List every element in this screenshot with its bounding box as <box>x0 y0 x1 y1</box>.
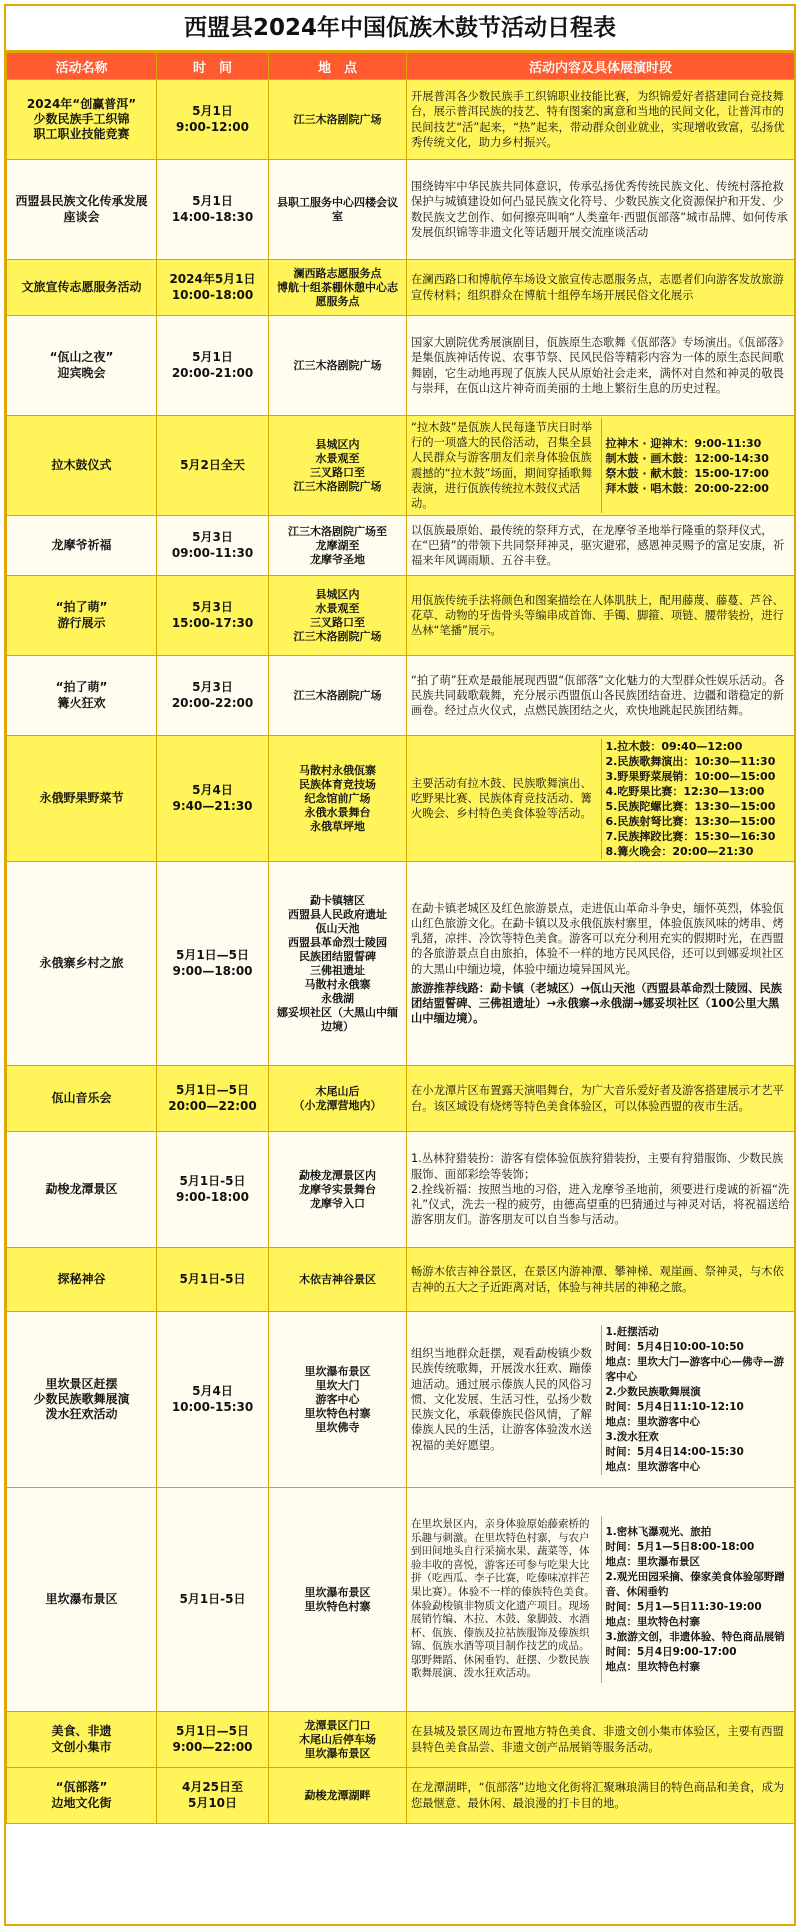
table-row <box>7 160 795 260</box>
activity-desc: 在小龙潭片区布置露天演唱舞台，为广大音乐爱好者及游客搭建展示才艺平台。该区域设有烧烤等特色美食体验区，可以体验西盟的夜市生活。 <box>407 1066 795 1132</box>
activity-name: 美食、非遗 文创小集市 <box>7 1712 157 1768</box>
desc-text: 组织当地群众赶摆，观看勐梭镇少数民族传统歌舞，开展泼水狂欢、蹦傣迪活动。通过展示傣族人民的风俗习惯、文化发展、生活习性，弘扬少数民族文化，承载傣族民俗风情，了解傣族人民的生活，让游客体验泼水送祝福的美好愿望。 <box>411 1347 592 1452</box>
time-slot: 地点：里坎特色村寨 <box>605 1615 700 1628</box>
activity-desc: 开展普洱各少数民族手工织锦职业技能比赛，为织锦爱好者搭建同台竞技舞台，展示普洱民族的技艺、特有图案的寓意和当地的民间文化，让普洱市的民间技艺“活”起来，“热”起来，带动群众创业就业，实现增收致富，弘扬优秀传统文化，助力乡村振兴。 <box>407 80 795 160</box>
activity-desc: 1.丛林狩猎装扮：游客有偿体验佤族狩猎装扮，主要有狩猎服饰、少数民族服饰、面部彩绘等装饰； 2.拴线祈福：按照当地的习俗，进入龙摩爷圣地前，须要进行虔诚的祈福“洗礼”仪式，洗去一程的疲劳，由德高望重的巴猜通过与神灵对话，将祝福送给游客朋友们。游客朋友可以自当参与活动。 <box>407 1132 795 1248</box>
time-slot: 地点：里坎大门—游客中心—佛寺—游客中心 <box>605 1355 784 1383</box>
activity-name: 佤山音乐会 <box>7 1066 157 1132</box>
activity-time: 2024年5月1日 10:00-18:00 <box>157 260 269 316</box>
desc-text: 在勐卡镇老城区及红色旅游景点，走进佤山革命斗争史，缅怀英烈，体验佤山红色旅游文化。在勐卡镇以及永俄佤族村寨里，体验佤族风味的烤串、烤乳猪，凉拌、冷饮等特色美食。游客可以充分利用充实的假期时光，在西盟的各旅游景点自由旅拍，体验不一样的地方民风民俗，还可以到娜妥坝社区的大黑山中缅边境，体验中缅边境异国风光。 <box>411 901 784 976</box>
activity-name: 拉木鼓仪式 <box>7 416 157 516</box>
activity-place: 勐卡镇辖区 西盟县人民政府遗址 佤山天池 西盟县革命烈士陵园 民族团结盟誓碑 三佛祖遗址 马散村永俄寨 永俄湖 娜妥坝社区（大黑山中缅边境） <box>269 862 407 1066</box>
activity-desc: “拍了萌”狂欢是最能展现西盟“佤部落”文化魅力的大型群众性娱乐活动。各民族共同载歌载舞，充分展示西盟佤山各民族团结奋进、边疆和谐稳定的新画卷。经过点火仪式，点燃民族团结之火，欢快地跳起民族团结舞。 <box>407 656 795 736</box>
time-slots <box>601 418 795 513</box>
time-slot: 拉神木 · 迎神木：9:00-11:30 <box>605 436 762 450</box>
activity-desc: 用佤族传统手法将颜色和图案描绘在人体肌肤上，配用藤蔑、藤蔓、芦谷、花草、动物的牙齿骨头等编串成首饰、手镯、脚箍、项链、腰带装扮，进行丛林“笔播”展示。 <box>407 576 795 656</box>
activity-place: 县城区内 水景观至 三叉路口至 江三木洛剧院广场 <box>269 576 407 656</box>
schedule-frame <box>4 4 796 1926</box>
schedule-table <box>6 52 795 1824</box>
col-header-time: 时 间 <box>157 53 269 80</box>
activity-time: 5月1日-5日 <box>157 1248 269 1312</box>
table-row <box>7 1768 795 1824</box>
time-slots <box>601 1325 795 1475</box>
time-slot: 时间：5月1—5日11:30-19:00 <box>605 1600 762 1613</box>
activity-time: 5月4日 9:40—21:30 <box>157 736 269 862</box>
table-row <box>7 656 795 736</box>
time-slot: 地点：里坎瀑布景区 <box>605 1555 700 1568</box>
activity-desc <box>407 416 795 516</box>
time-slots <box>601 1516 795 1683</box>
activity-time: 5月1日-5日 9:00-18:00 <box>157 1132 269 1248</box>
time-slot: 制木鼓 · 画木鼓：12:00-14:30 <box>605 451 769 465</box>
activity-name: 永俄寨乡村之旅 <box>7 862 157 1066</box>
table-row <box>7 516 795 576</box>
activity-place: 县职工服务中心四楼会议室 <box>269 160 407 260</box>
table-row <box>7 1312 795 1488</box>
activity-name: 2024年“创赢普洱” 少数民族手工织锦 职工职业技能竞赛 <box>7 80 157 160</box>
time-slot: 4.吃野果比赛：12:30—13:00 <box>605 784 765 798</box>
activity-place: 木依吉神谷景区 <box>269 1248 407 1312</box>
time-slot: 地点：里坎游客中心 <box>605 1415 700 1428</box>
activity-name: 里坎景区赶摆 少数民族歌舞展演 泼水狂欢活动 <box>7 1312 157 1488</box>
activity-desc <box>407 736 795 862</box>
activity-place: 勐梭龙潭湖畔 <box>269 1768 407 1824</box>
desc-text: “拉木鼓”是佤族人民每逢节庆日时举行的一项盛大的民俗活动，召集全县人民群众与游客朋友们亲身体验佤族震撼的“拉木鼓”场面，期间穿插歌舞表演，进行佤族传统拉木鼓仪式活动。 <box>411 420 593 510</box>
activity-place: 江三木洛剧院广场 <box>269 656 407 736</box>
activity-time: 5月1日 20:00-21:00 <box>157 316 269 416</box>
activity-time: 5月1日—5日 20:00—22:00 <box>157 1066 269 1132</box>
time-slot: 1.赶摆活动 <box>605 1325 659 1338</box>
time-slot: 7.民族摔跤比赛：15:30—16:30 <box>605 829 776 843</box>
activity-place: 江三木洛剧院广场 <box>269 80 407 160</box>
activity-time: 5月1日—5日 9:00—22:00 <box>157 1712 269 1768</box>
activity-time: 5月3日 20:00-22:00 <box>157 656 269 736</box>
time-slot: 拜木鼓 · 唱木鼓：20:00-22:00 <box>605 481 769 495</box>
table-row <box>7 862 795 1066</box>
activity-place: 里坎瀑布景区 里坎特色村寨 <box>269 1488 407 1712</box>
time-slot: 祭木鼓 · 献木鼓：15:00-17:00 <box>605 466 769 480</box>
activity-time: 4月25日至 5月10日 <box>157 1768 269 1824</box>
table-row <box>7 260 795 316</box>
time-slot: 6.民族射弩比赛：13:30—15:00 <box>605 814 776 828</box>
activity-name: “拍了萌” 篝火狂欢 <box>7 656 157 736</box>
activity-desc: 以佤族最原始、最传统的祭拜方式，在龙摩爷圣地举行隆重的祭拜仪式，在“巴猜”的带领下共同祭拜神灵，驱灾避邪，感恩神灵赐予的富足安康，祈福来年风调雨顺、五谷丰登。 <box>407 516 795 576</box>
table-row <box>7 1488 795 1712</box>
col-header-desc: 活动内容及具体展演时段 <box>407 53 795 80</box>
activity-name: 勐梭龙潭景区 <box>7 1132 157 1248</box>
col-header-place: 地 点 <box>269 53 407 80</box>
time-slot: 时间：5月1—5日8:00-18:00 <box>605 1540 755 1553</box>
desc-text: 主要活动有拉木鼓、民族歌舞演出、吃野果比赛、民族体育竞技活动、篝火晚会、乡村特色美食体验等活动。 <box>411 776 592 821</box>
activity-place: 江三木洛剧院广场至 龙摩湖至 龙摩爷圣地 <box>269 516 407 576</box>
activity-place: 澜西路志愿服务点 博航十组茶棚休憩中心志愿服务点 <box>269 260 407 316</box>
time-slot: 地点：里坎游客中心 <box>605 1460 700 1473</box>
route-text: 旅游推荐线路：勐卡镇（老城区）→佤山天池（西盟县革命烈士陵园、民族团结盟誓碑、三佛祖遗址）→永俄寨→永俄湖→娜妥坝社区（100公里大黑山中缅边境）。 <box>411 981 782 1026</box>
time-slot: 时间：5月4日14:00-15:30 <box>605 1445 744 1458</box>
time-slot: 2.民族歌舞演出：10:30—11:30 <box>605 754 776 768</box>
time-slot: 2.少数民族歌舞展演 <box>605 1385 701 1398</box>
time-slots <box>601 739 795 859</box>
activity-time: 5月1日—5日 9:00—18:00 <box>157 862 269 1066</box>
activity-desc <box>407 1488 795 1712</box>
table-row <box>7 1132 795 1248</box>
time-slot: 1.拉木鼓：09:40—12:00 <box>605 739 743 753</box>
activity-time: 5月1日 9:00-12:00 <box>157 80 269 160</box>
activity-time: 5月1日 14:00-18:30 <box>157 160 269 260</box>
table-row <box>7 1066 795 1132</box>
activity-time: 5月2日全天 <box>157 416 269 516</box>
activity-place: 勐梭龙潭景区内 龙摩爷实景舞台 龙摩爷入口 <box>269 1132 407 1248</box>
page-title: 西盟县2024年中国佤族木鼓节活动日程表 <box>6 6 794 52</box>
activity-name: 永俄野果野菜节 <box>7 736 157 862</box>
activity-desc: 围绕铸牢中华民族共同体意识，传承弘扬优秀传统民族文化、传统村落抢救保护与城镇建设如何凸显民族文化符号、少数民族文化资源保护和开发、少数民族文艺创作、如何擦亮叫响“人类童年·西盟佤部落”城市品牌、如何传承发展佤织锦等非遗文化等话题开展交流座谈活动 <box>407 160 795 260</box>
activity-time: 5月1日-5日 <box>157 1488 269 1712</box>
time-slot: 2.观光田园采摘、傣家美食体验邬野蹭音、休闲垂钓 <box>605 1570 785 1598</box>
activity-name: 西盟县民族文化传承发展座谈会 <box>7 160 157 260</box>
activity-place: 县城区内 水景观至 三叉路口至 江三木洛剧院广场 <box>269 416 407 516</box>
time-slot: 3.旅游文创，非遗体验、特色商品展销 <box>605 1630 785 1643</box>
time-slot: 地点：里坎特色村寨 <box>605 1660 700 1673</box>
table-row <box>7 416 795 516</box>
activity-name: 龙摩爷祈福 <box>7 516 157 576</box>
time-slot: 3.泼水狂欢 <box>605 1430 659 1443</box>
activity-name: 探秘神谷 <box>7 1248 157 1312</box>
time-slot: 8.篝火晚会：20:00—21:30 <box>605 844 754 858</box>
activity-desc <box>407 1312 795 1488</box>
activity-desc: 在龙潭湖畔，“佤部落”边地文化街将汇聚琳琅满目的特色商品和美食，成为您最惬意、最休闲、最浪漫的打卡目的地。 <box>407 1768 795 1824</box>
time-slot: 3.野果野菜展销：10:00—15:00 <box>605 769 776 783</box>
table-row <box>7 1248 795 1312</box>
activity-name: “拍了萌” 游行展示 <box>7 576 157 656</box>
time-slot: 时间：5月4日11:10-12:10 <box>605 1400 744 1413</box>
activity-place: 龙潭景区门口 木尾山后停车场 里坎瀑布景区 <box>269 1712 407 1768</box>
activity-time: 5月4日 10:00-15:30 <box>157 1312 269 1488</box>
activity-place: 木尾山后 （小龙潭营地内） <box>269 1066 407 1132</box>
col-header-name: 活动名称 <box>7 53 157 80</box>
activity-name: 文旅宣传志愿服务活动 <box>7 260 157 316</box>
activity-place: 里坎瀑布景区 里坎大门 游客中心 里坎特色村寨 里坎佛寺 <box>269 1312 407 1488</box>
activity-desc: 在县城及景区周边布置地方特色美食、非遗文创小集市体验区，主要有西盟县特色美食品尝、非遗文创产品展销等服务活动。 <box>407 1712 795 1768</box>
activity-desc <box>407 862 795 1066</box>
time-slot: 时间：5月4日10:00-10:50 <box>605 1340 744 1353</box>
table-row <box>7 80 795 160</box>
activity-name: “佤部落” 边地文化街 <box>7 1768 157 1824</box>
table-row <box>7 576 795 656</box>
time-slot: 5.民族陀螺比赛：13:30—15:00 <box>605 799 776 813</box>
activity-time: 5月3日 15:00-17:30 <box>157 576 269 656</box>
activity-name: 里坎瀑布景区 <box>7 1488 157 1712</box>
activity-time: 5月3日 09:00-11:30 <box>157 516 269 576</box>
table-row <box>7 736 795 862</box>
time-slot: 1.密林飞瀑观光、旅拍 <box>605 1525 712 1538</box>
desc-text: 在里坎景区内，亲身体验原始藤索桥的乐趣与刺激。在里坎特色村寨，与农户到田间地头自行采摘水果、蔬菜等，体验丰收的喜悦，游客还可参与吃果大比拼（吃西瓜、李子比赛，吃傣味凉拌芒果比赛）。体验不一样的傣族特色美食。体验勐梭镇非物质文化遗产项目。现场展销竹编、木拉、木鼓、象脚鼓、水酒杯、佤族、傣族及拉祜族服饰及傣族织锦、佤族水酒等项目制作技艺的成品。邬野舞蹈、休闲垂钓、赶摆、少数民族歌舞展演、泼水狂欢活动。 <box>411 1517 595 1680</box>
activity-place: 江三木洛剧院广场 <box>269 316 407 416</box>
table-header-row <box>7 53 795 80</box>
activity-place: 马散村永俄佤寨 民族体育竞技场 纪念馆前广场 永俄水景舞台 永俄草坪地 <box>269 736 407 862</box>
table-row <box>7 1712 795 1768</box>
activity-name: “佤山之夜” 迎宾晚会 <box>7 316 157 416</box>
activity-desc: 国家大剧院优秀展演剧目，佤族原生态歌舞《佤部落》专场演出。《佤部落》是集佤族神话传说、农事节祭、民风民俗等精彩内容为一体的原生态民间歌舞剧，它生动地再现了佤族人民从原始社会走来，满怀对自然和神灵的敬畏与崇拜，在佤山这片神奇而美丽的土地上繁衍生息的历史过程。 <box>407 316 795 416</box>
time-slot: 时间：5月4日9:00-17:00 <box>605 1645 737 1658</box>
activity-desc: 畅游木依吉神谷景区，在景区内游神潭、攀神梯、观崖画、祭神灵，与木依吉神的五大之子近距离对话，体验与神共居的神秘之旅。 <box>407 1248 795 1312</box>
activity-desc: 在澜西路口和博航停车场设文旅宣传志愿服务点，志愿者们向游客发放旅游宣传材料；组织群众在博航十组停车场开展民俗文化展示 <box>407 260 795 316</box>
table-row <box>7 316 795 416</box>
